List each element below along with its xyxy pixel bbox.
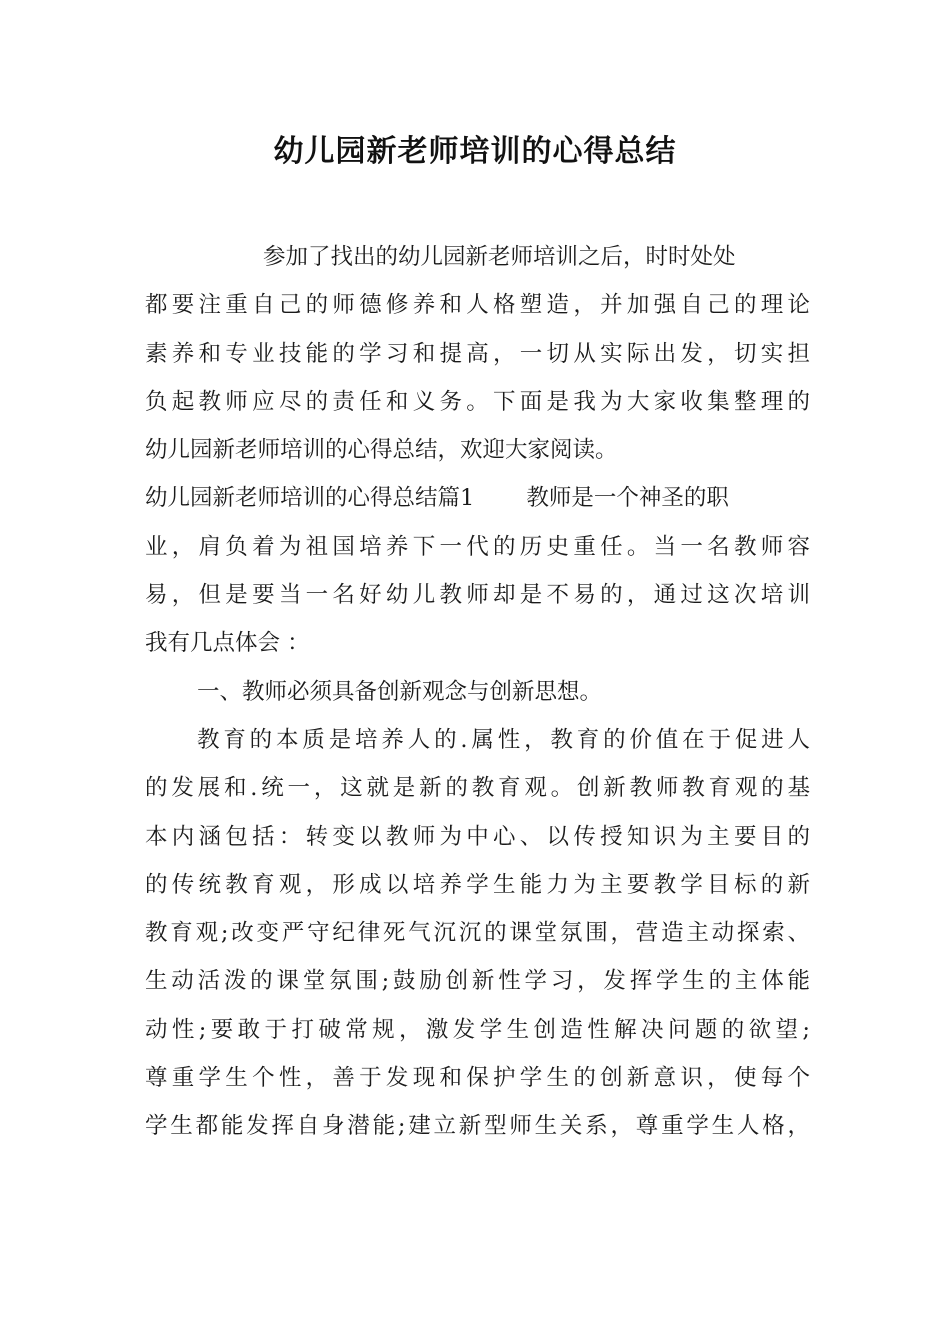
text-line: 教育观;改变严守纪律死气沉沉的课堂氛围，营造主动探索、: [145, 920, 810, 947]
text-line: 负起教师应尽的责任和义务。下面是我为大家收集整理的: [145, 388, 810, 415]
text-line: 教育的本质是培养人的.属性，教育的价值在于促进人: [197, 726, 810, 753]
text-line: 参加了找出的幼儿园新老师培训之后，时时处处: [263, 244, 736, 270]
text-line: 幼儿园新老师培训的心得总结，欢迎大家阅读。: [145, 437, 618, 464]
text-line: 动性;要敢于打破常规，激发学生创造性解决问题的欲望;: [145, 1016, 810, 1043]
text-line: 本内涵包括：转变以教师为中心、以传授知识为主要目的: [145, 823, 810, 850]
document-body: [145, 233, 810, 1151]
text-line: 业，肩负着为祖国培养下一代的历史重任。当一名教师容: [145, 533, 810, 560]
text-line: 易，但是要当一名好幼儿教师却是不易的，通过这次培训: [145, 582, 810, 609]
text-line: 的传统教育观，形成以培养学生能力为主要教学目标的新: [145, 871, 810, 898]
text-line: 生动活泼的课堂氛围;鼓励创新性学习，发挥学生的主体能: [145, 968, 810, 995]
text-line: [145, 474, 810, 522]
text-line: 尊重学生个性，善于发现和保护学生的创新意识，使每个: [145, 1065, 810, 1092]
text-line: 的发展和.统一，这就是新的教育观。创新教师教育观的基: [145, 775, 810, 802]
text-line: 我有几点体会 ：: [145, 630, 310, 657]
text-fragment: 教师是一个神圣的职: [526, 485, 729, 512]
document-title: 幼儿园新老师培训的心得总结: [273, 134, 677, 169]
text-line: 素养和专业技能的学习和提高，一切从实际出发，切实担: [145, 340, 810, 367]
text-line: 学生都能发挥自身潜能;建立新型师生关系，尊重学生人格，: [145, 1113, 810, 1140]
text-line: 一、教师必须具备创新观念与创新思想。: [197, 678, 603, 705]
section-heading: 幼儿园新老师培训的心得总结篇1: [145, 485, 475, 512]
text-line: 都要注重自己的师德修养和人格塑造，并加强自己的理论: [145, 292, 810, 319]
